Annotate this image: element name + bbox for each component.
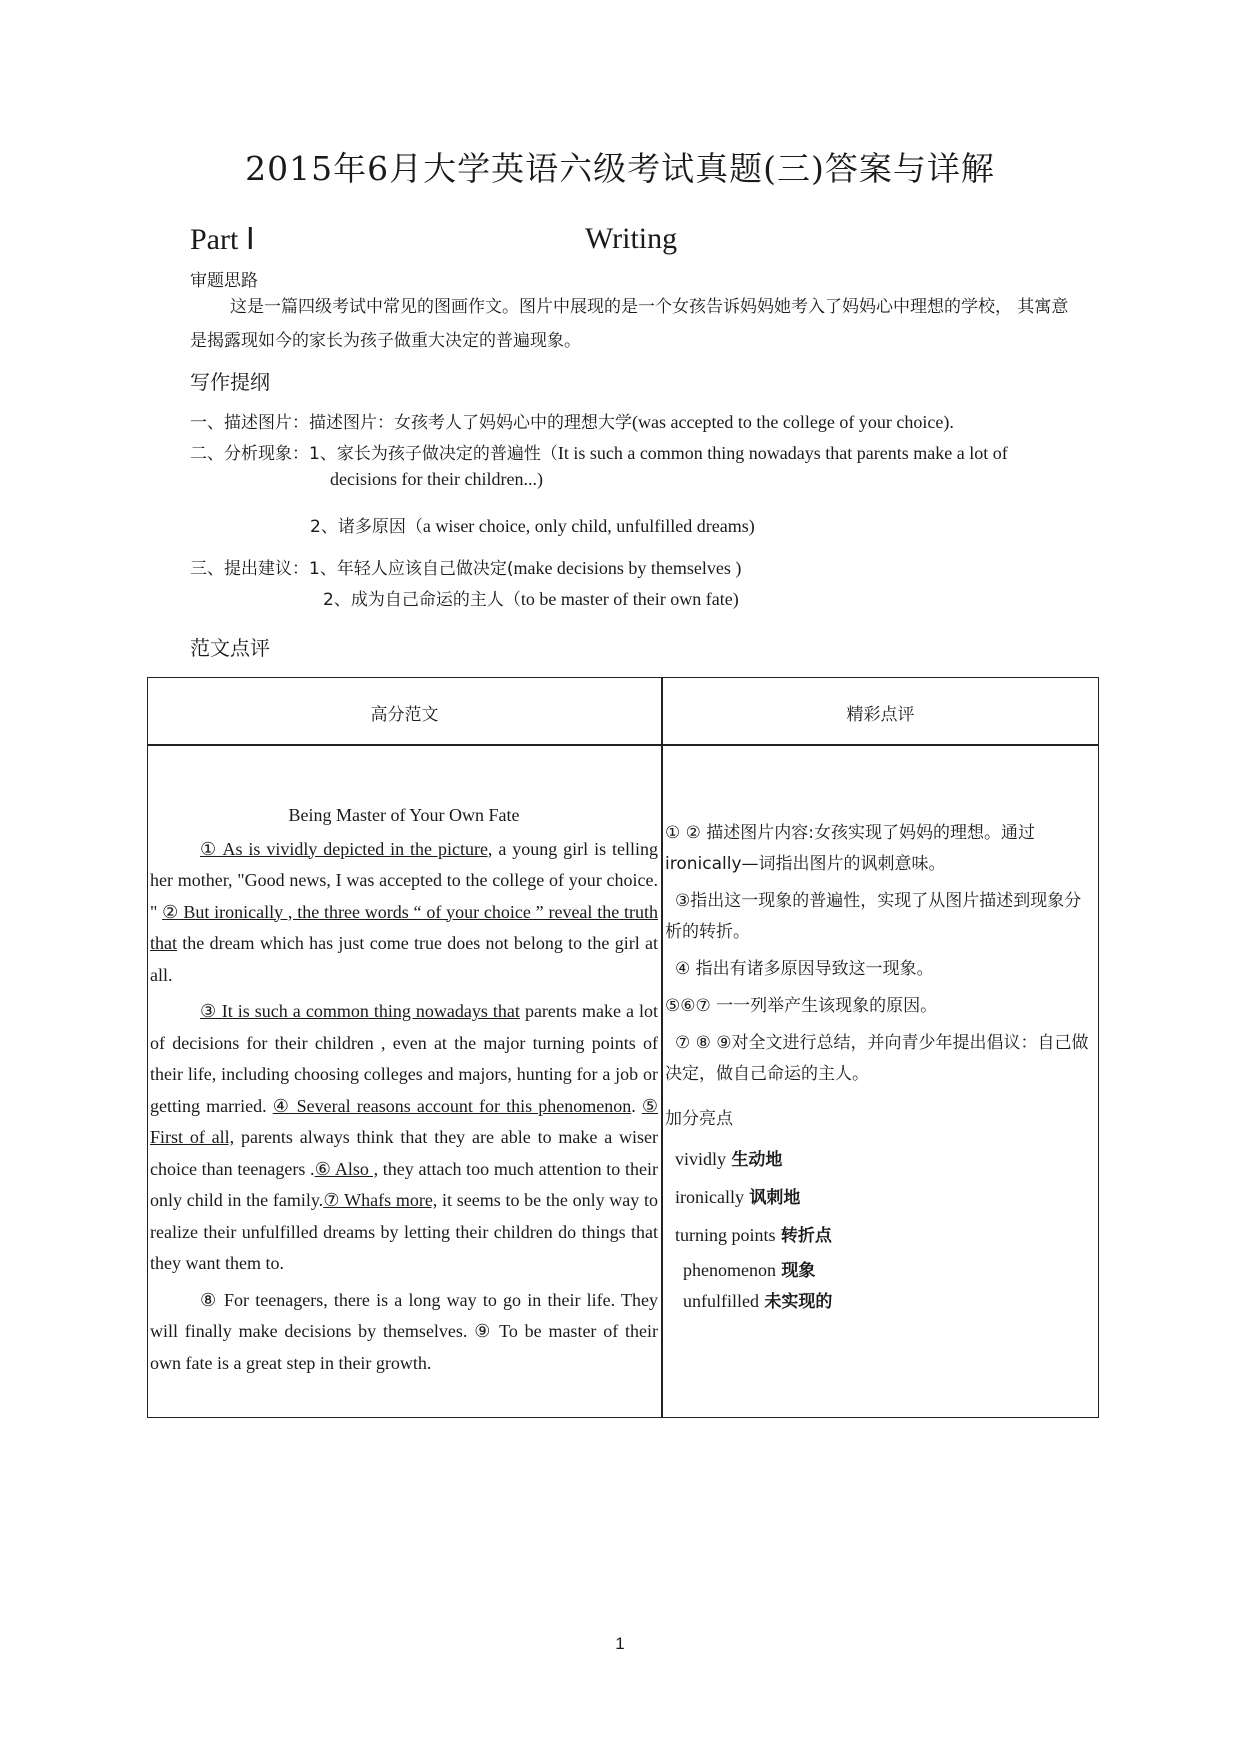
essay-p2-b: parents make a lot of decisions for their children , even at the major turning points of their life, including choosing colleges and majors, hunting for a job or getting married. <box>150 1001 658 1116</box>
outline-line-4 <box>190 554 741 579</box>
part-name: Writing <box>585 222 678 255</box>
essay-p2-g: ⑥ Also , <box>314 1158 379 1179</box>
bonus-title: 加分亮点 <box>665 1109 733 1129</box>
part-label: Part Ⅰ <box>190 223 255 256</box>
outline-line-4-en: make decisions by themselves ) <box>513 558 742 578</box>
bonus-meaning: 生动地 <box>731 1150 783 1170</box>
essay-p1-d: the dream which has just come true does not belong to the girl at all. <box>150 933 658 985</box>
comment-3: ④ 指出有诸多原因导致这一现象。 <box>675 959 934 979</box>
page-number: 1 <box>615 1634 625 1653</box>
outline-line-5 <box>323 585 739 610</box>
outline-heading: 写作提纲 <box>190 370 270 394</box>
bonus-meaning: 现象 <box>781 1261 816 1281</box>
outline-line-1 <box>190 408 954 433</box>
essay-p2-a: ③ It is such a common thing nowadays that <box>200 1001 520 1021</box>
sample-essay <box>150 800 658 1384</box>
analysis-label: 审题思路 <box>190 271 258 291</box>
bonus-word: vividly <box>675 1149 727 1169</box>
essay-p1-b: a young girl is telling her mother, "Good news, I was accepted to the college of your choice. " <box>150 838 659 922</box>
bonus-item <box>665 1217 1095 1255</box>
essay-paragraph-1 <box>150 834 658 992</box>
outline-line-2-en: It is such a common thing nowadays that parents make a lot of <box>557 443 1008 463</box>
bonus-word: unfulfilled <box>683 1291 759 1311</box>
comment-5: ⑦ ⑧ ⑨对全文进行总结，并向青少年提出倡议：自己做决定，做自己命运的主人。 <box>665 1033 1089 1084</box>
outline-line-2b: decisions for their children...) <box>330 469 543 489</box>
essay-p2-j: it seems to be the only way to realize their unfulfilled dreams by letting their children do things that they want them to. <box>150 1190 658 1273</box>
essay-p2-c: ④ Several reasons account for this phenomenon <box>272 1095 632 1116</box>
outline-line-5-en: to be master of their own fate) <box>520 589 739 609</box>
outline-line-2-cn: 二、分析现象：1、家长为孩子做决定的普遍性（ <box>190 444 558 464</box>
outline-line-1-cn: 一、描述图片：描述图片：女孩考人了妈妈心中的理想大学 <box>190 413 632 433</box>
bonus-item <box>665 1255 1095 1286</box>
essay-p2-i: ⑦ Whafs more, <box>323 1190 438 1210</box>
table-header-essay: 高分范文 <box>370 705 439 725</box>
bonus-item <box>665 1286 1095 1317</box>
outline-line-3 <box>310 512 755 537</box>
essay-p2-d: . <box>631 1095 642 1116</box>
outline-line-1-en: (was accepted to the college of your choice). <box>632 412 954 432</box>
bonus-meaning: 转折点 <box>780 1226 832 1246</box>
comment-4: ⑤⑥⑦ 一一列举产生该现象的原因。 <box>665 996 938 1016</box>
essay-p2-f: parents always think that they are able to make a wiser choice than teenagers . <box>150 1127 658 1179</box>
bonus-word: turning points <box>675 1225 776 1245</box>
bonus-word: phenomenon <box>683 1260 776 1280</box>
table-column-divider <box>661 678 663 1417</box>
comment-1: ① ② 描述图片内容:女孩实现了妈妈的理想。通过ironically—词指出图片的讽刺意味。 <box>665 823 1036 874</box>
essay-p2-h: they attach too much attention to their only child in the family. <box>150 1158 658 1210</box>
outline-line-2 <box>190 439 1008 464</box>
outline-line-5-cn: 2、成为自己命运的主人（ <box>323 590 521 610</box>
essay-p1-a: ① As is vividly depicted in the picture, <box>200 838 493 859</box>
bonus-item <box>665 1179 1095 1217</box>
essay-paragraph-3: ⑧ For teenagers, there is a long way to go in their life. They will finally make decisions by themselves. ⑨ To be master of their own fate is a great step in their growth. <box>150 1289 658 1373</box>
analysis-text: 这是一篇四级考试中常见的图画作文。图片中展现的是一个女孩告诉妈妈她考入了妈妈心中理想的学校， 其寓意是揭露现如今的家长为孩子做重大决定的普遍现象。 <box>190 297 1069 351</box>
review-heading: 范文点评 <box>190 636 270 660</box>
comments-column <box>665 818 1095 1317</box>
essay-p1-c: ② But ironically , the three words “ of your choice ” reveal the truth that <box>150 901 658 953</box>
bonus-meaning: 讽刺地 <box>749 1188 801 1208</box>
essay-title: Being Master of Your Own Fate <box>288 805 520 825</box>
review-table <box>147 677 1099 1418</box>
table-header-divider <box>148 744 1098 746</box>
outline-line-4-cn: 三、提出建议：1、年轻人应该自己做决定( <box>190 559 514 579</box>
comment-2: ③指出这一现象的普遍性，实现了从图片描述到现象分析的转折。 <box>665 891 1082 942</box>
page-title: 2015年6月大学英语六级考试真题(三)答案与详解 <box>245 149 995 188</box>
essay-p2-e: ⑤ First of all, <box>150 1095 658 1147</box>
essay-paragraph-2 <box>150 996 658 1280</box>
bonus-word: ironically <box>675 1187 744 1207</box>
bonus-item <box>665 1141 1095 1179</box>
table-header-comments: 精彩点评 <box>846 705 915 725</box>
outline-line-3-cn: 2、诸多原因（ <box>310 517 423 537</box>
bonus-meaning: 未实现的 <box>764 1292 833 1312</box>
outline-line-3-en: a wiser choice, only child, unfulfilled dreams) <box>422 516 755 536</box>
